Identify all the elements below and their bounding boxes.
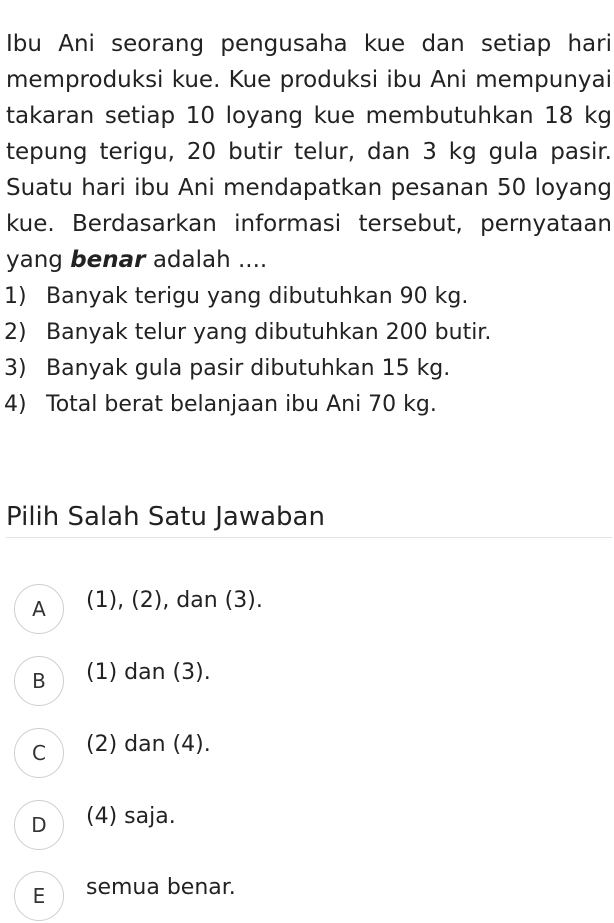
statement-text: Banyak terigu yang dibutuhkan 90 kg. <box>46 284 469 309</box>
question-line: takaran setiap 10 loyang kue membutuhkan 18 kg <box>6 103 612 129</box>
statement-number: 2) <box>4 320 27 345</box>
option-e[interactable] <box>14 871 604 923</box>
option-letter-circle[interactable]: D <box>14 800 64 850</box>
statement-item <box>4 279 491 315</box>
option-letter-circle[interactable]: E <box>14 871 64 921</box>
option-d[interactable] <box>14 800 604 852</box>
statement-item <box>4 351 491 387</box>
statement-item <box>4 387 491 423</box>
option-a[interactable] <box>14 584 604 636</box>
option-letter-circle[interactable]: B <box>14 656 64 706</box>
statement-number: 3) <box>4 356 27 381</box>
statement-text: Banyak gula pasir dibutuhkan 15 kg. <box>46 356 451 381</box>
option-text[interactable]: semua benar. <box>86 875 236 900</box>
question-text <box>6 26 612 278</box>
option-c[interactable] <box>14 728 604 780</box>
option-letter-circle[interactable]: C <box>14 728 64 778</box>
question-last-line <box>6 242 612 278</box>
statement-text: Total berat belanjaan ibu Ani 70 kg. <box>46 392 437 417</box>
question-prefix: yang <box>6 247 71 273</box>
question-suffix: adalah .... <box>145 247 268 273</box>
statement-text: Banyak telur yang dibutuhkan 200 butir. <box>46 320 492 345</box>
statement-list <box>4 279 491 423</box>
statement-number: 1) <box>4 284 27 309</box>
option-text[interactable]: (1), (2), dan (3). <box>86 588 263 613</box>
option-text[interactable]: (2) dan (4). <box>86 732 211 757</box>
divider <box>6 537 612 538</box>
statement-number: 4) <box>4 392 27 417</box>
option-b[interactable] <box>14 656 604 708</box>
option-text[interactable]: (4) saja. <box>86 804 176 829</box>
question-line: Ibu Ani seorang pengusaha kue dan setiap hari <box>6 31 612 57</box>
question-line: tepung terigu, 20 butir telur, dan 3 kg gula pasir. <box>6 139 612 165</box>
answers-title: Pilih Salah Satu Jawaban <box>6 502 325 532</box>
question-emphasis: benar <box>70 247 146 273</box>
question-line: Suatu hari ibu Ani mendapatkan pesanan 50 loyang <box>6 175 612 201</box>
question-line: memproduksi kue. Kue produksi ibu Ani mempunyai <box>6 67 612 93</box>
question-line: kue. Berdasarkan informasi tersebut, pernyataan <box>6 211 612 237</box>
option-text[interactable]: (1) dan (3). <box>86 660 211 685</box>
statement-item <box>4 315 491 351</box>
option-letter-circle[interactable]: A <box>14 584 64 634</box>
